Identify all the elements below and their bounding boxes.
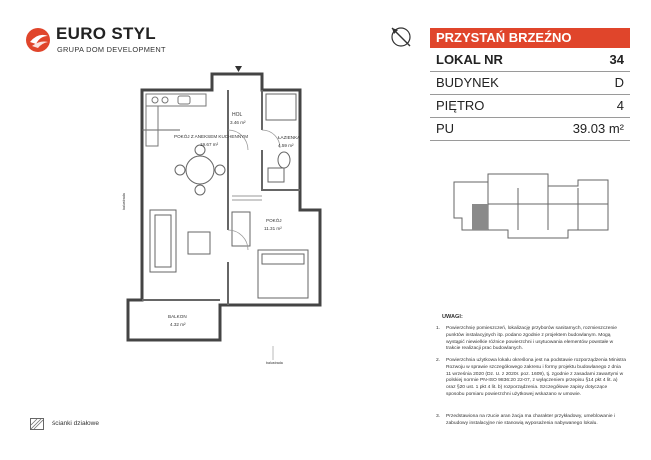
kitchen-counter-side xyxy=(146,106,158,146)
note-number: 3. xyxy=(436,414,441,419)
pillow xyxy=(262,254,304,264)
room-area-pokoj: 11.31 m² xyxy=(264,226,282,231)
bed xyxy=(258,250,308,298)
dining-table xyxy=(186,156,214,184)
note-number: 2. xyxy=(436,358,441,363)
info-label: LOKAL NR xyxy=(436,52,503,67)
chair xyxy=(195,185,205,195)
balustrada-left-label: balustrada xyxy=(122,193,126,210)
note-item xyxy=(432,414,628,438)
legend-label: ścianki działowe xyxy=(52,420,99,427)
info-value: 34 xyxy=(609,52,624,67)
partition xyxy=(232,196,262,200)
door-swing xyxy=(228,230,248,250)
info-label: PU xyxy=(436,121,455,136)
toilet-icon xyxy=(278,152,290,168)
hob-icon xyxy=(162,97,168,103)
info-value: 4 xyxy=(616,98,624,113)
hob-icon xyxy=(152,97,158,103)
room-area-hol: 3.46 m² xyxy=(230,120,246,125)
sofa xyxy=(150,210,176,272)
project-title: PRZYSTAŃ BRZEŹNO xyxy=(436,30,572,45)
legend-hatch-swatch xyxy=(30,418,44,430)
room-area-balkon: 4.32 m² xyxy=(170,322,186,327)
note-item xyxy=(432,358,628,414)
building-key-plan xyxy=(448,168,618,248)
note-text: Powierzchnia użytkowa lokalu określona jest na podstawie rozporządzenia Ministra Rozwoju w sprawie szczegółowego zakresu i formy projektu budowlanego z dnia 11 września 2020 (Dz. U. z 2020r. poz. 1609), tj. zgodnie z zasadami zawartymi w polskiej normie PN-ISO 9836:20 22-07, z wyłączeniem przepisu §14 pkt 4 lit. a) oraz §20 ust. 1 pkt 4 lit. b) rozporządzenia. Szczegółowe zapisy dotyczące sposobu pomiaru powierzchni użytkowej wskazano w umowie. xyxy=(446,358,626,397)
chair xyxy=(175,165,185,175)
note-text: Przedstawiona na rzucie aran żacja ma charakter przykładowy, umeblowanie i zabudowy instalacyjne nie stanowią wyposażenia nabywanego lokalu. xyxy=(446,414,615,426)
info-row-lokal xyxy=(430,49,630,72)
room-name-balkon: BALKON xyxy=(168,314,187,319)
room-name-pokoj: POKÓJ xyxy=(266,218,282,223)
chair xyxy=(215,165,225,175)
room-area-lazienka: 4.59 m² xyxy=(278,143,294,148)
info-label: PIĘTRO xyxy=(436,98,485,113)
coffee-table xyxy=(188,232,210,254)
notes-title: UWAGI: xyxy=(442,314,463,320)
entry-arrow-icon xyxy=(235,66,242,72)
shower xyxy=(266,94,296,120)
north-arrow-icon xyxy=(388,24,414,50)
building-partitions xyxy=(488,182,608,230)
washbasin-icon xyxy=(268,168,284,182)
room-name-hol: HOL xyxy=(232,112,243,118)
note-number: 1. xyxy=(436,326,441,331)
note-text: Powierzchnię pomieszczeń, lokalizację przyborów sanitarnych, rozmieszczenie punktów instalacyjnych itp. podano zgodnie z projektem budowlanym. Mogą wystąpić niewielkie różnice powierzchni i usytuowania elementów powstałe w trakcie realizacji prac budowlanych. xyxy=(446,326,617,352)
room-name-pokoj-aneks: POKÓJ Z ANEKSEM KUCHENNYM xyxy=(174,134,249,139)
info-row-pietro xyxy=(430,95,630,118)
kitchen-counter xyxy=(146,94,206,106)
apartment-highlight xyxy=(472,204,488,230)
sink-icon xyxy=(178,96,190,104)
room-name-lazienka: ŁAZIENKA xyxy=(278,135,301,140)
info-value: D xyxy=(614,75,624,90)
sofa-cushion xyxy=(155,215,171,267)
project-title-bar xyxy=(430,28,630,48)
brand-name: EURO STYL xyxy=(56,24,156,43)
brand-subtitle: GRUPA DOM DEVELOPMENT xyxy=(57,45,166,54)
wardrobe xyxy=(232,212,250,246)
door-swing xyxy=(228,130,248,150)
room-area-pokoj-aneks: 19.67 m² xyxy=(200,142,219,147)
info-label: BUDYNEK xyxy=(436,75,499,90)
note-item xyxy=(432,326,628,358)
info-row-budynek xyxy=(430,72,630,95)
info-row-pu xyxy=(430,118,630,141)
balustrada-bottom-label: balustrada xyxy=(266,361,283,365)
info-value: 39.03 m² xyxy=(572,121,624,136)
